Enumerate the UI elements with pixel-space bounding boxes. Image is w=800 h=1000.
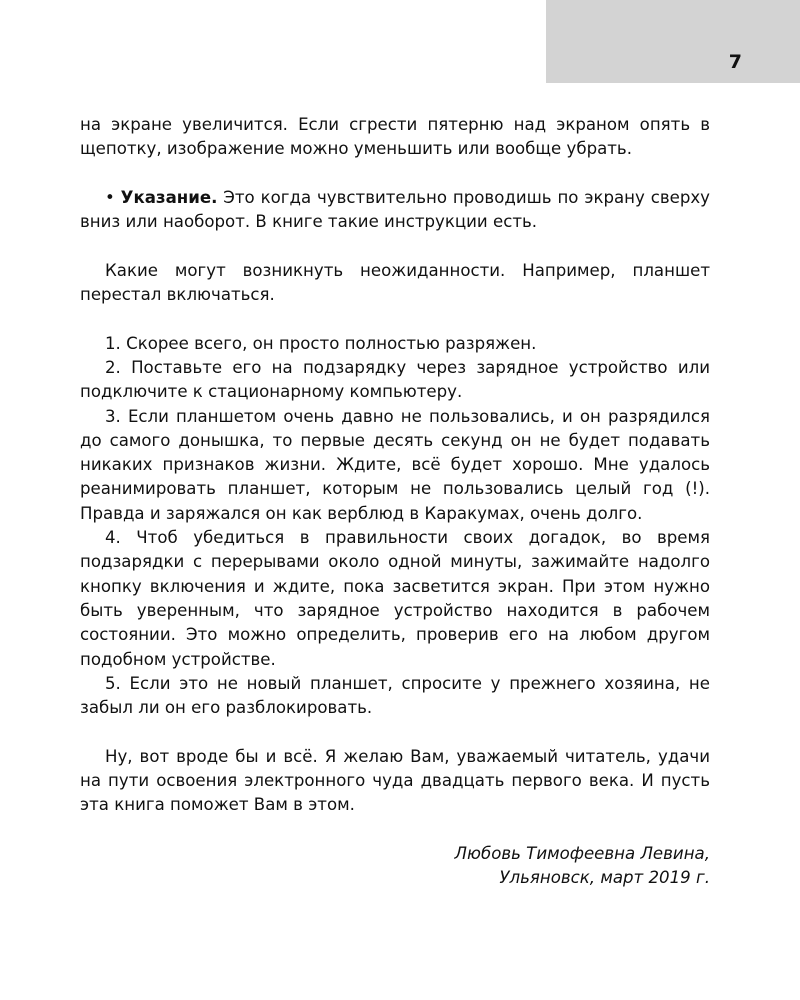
- list-item-3: 3. Если планшетом очень давно не пользовались, и он разрядился до самого донышка, то первые десять секунд он не будет подавать никаких признаков жизни. Ждите, всё будет хорошо. Мне удалось реанимировать планшет, которым не пользовались целый год (!). Правда и заряжался он как верблюд в Каракумах, очень долго.: [80, 406, 710, 523]
- page-body: [80, 113, 710, 890]
- page-number-tab: [546, 0, 800, 83]
- list-item-1: 1. Скорее всего, он просто полностью разряжен.: [105, 333, 537, 353]
- paragraph-closing: Ну, вот вроде бы и всё. Я желаю Вам, уважаемый читатель, удачи на пути освоения электронного чуда двадцать первого века. И пусть эта книга поможет Вам в этом.: [80, 746, 710, 815]
- list-item-5: 5. Если это не новый планшет, спросите у прежнего хозяина, не забыл ли он его разблокировать.: [80, 673, 710, 718]
- paragraph-continuation: на экране увеличится. Если сгрести пятерню над экраном опять в щепотку, изображение можно уменьшить или вообще убрать.: [80, 115, 710, 159]
- instruction-definition: Это когда чувствительно проводишь по экрану сверху вниз или наоборот. В книге такие инструкции есть.: [80, 187, 711, 232]
- list-item-2: 2. Поставьте его на подзарядку через зарядное устройство или подключите к стационарному компьютеру.: [80, 357, 710, 402]
- paragraph-instruction-note: [80, 186, 710, 235]
- page-number: 7: [728, 51, 742, 73]
- list-item-4: 4. Чтоб убедиться в правильности своих догадок, во время подзарядки с перерывами около одной минуты, зажимайте надолго кнопку включения и ждите, пока засветится экран. При этом нужно быть уверенным, что зарядное устройство находится в рабочем состоянии. Это можно определить, проверив его на любом другом подобном устройстве.: [80, 528, 710, 669]
- signature-place-date: Ульяновск, март 2019 г.: [499, 867, 710, 887]
- signature-author: Любовь Тимофеевна Левина,: [454, 843, 710, 863]
- bullet-marker: •: [105, 187, 121, 207]
- paragraph-surprises: Какие могут возникнуть неожиданности. Например, планшет перестал включаться.: [80, 260, 710, 305]
- term-instruction: Указание.: [120, 187, 218, 207]
- signature-block: [80, 842, 710, 891]
